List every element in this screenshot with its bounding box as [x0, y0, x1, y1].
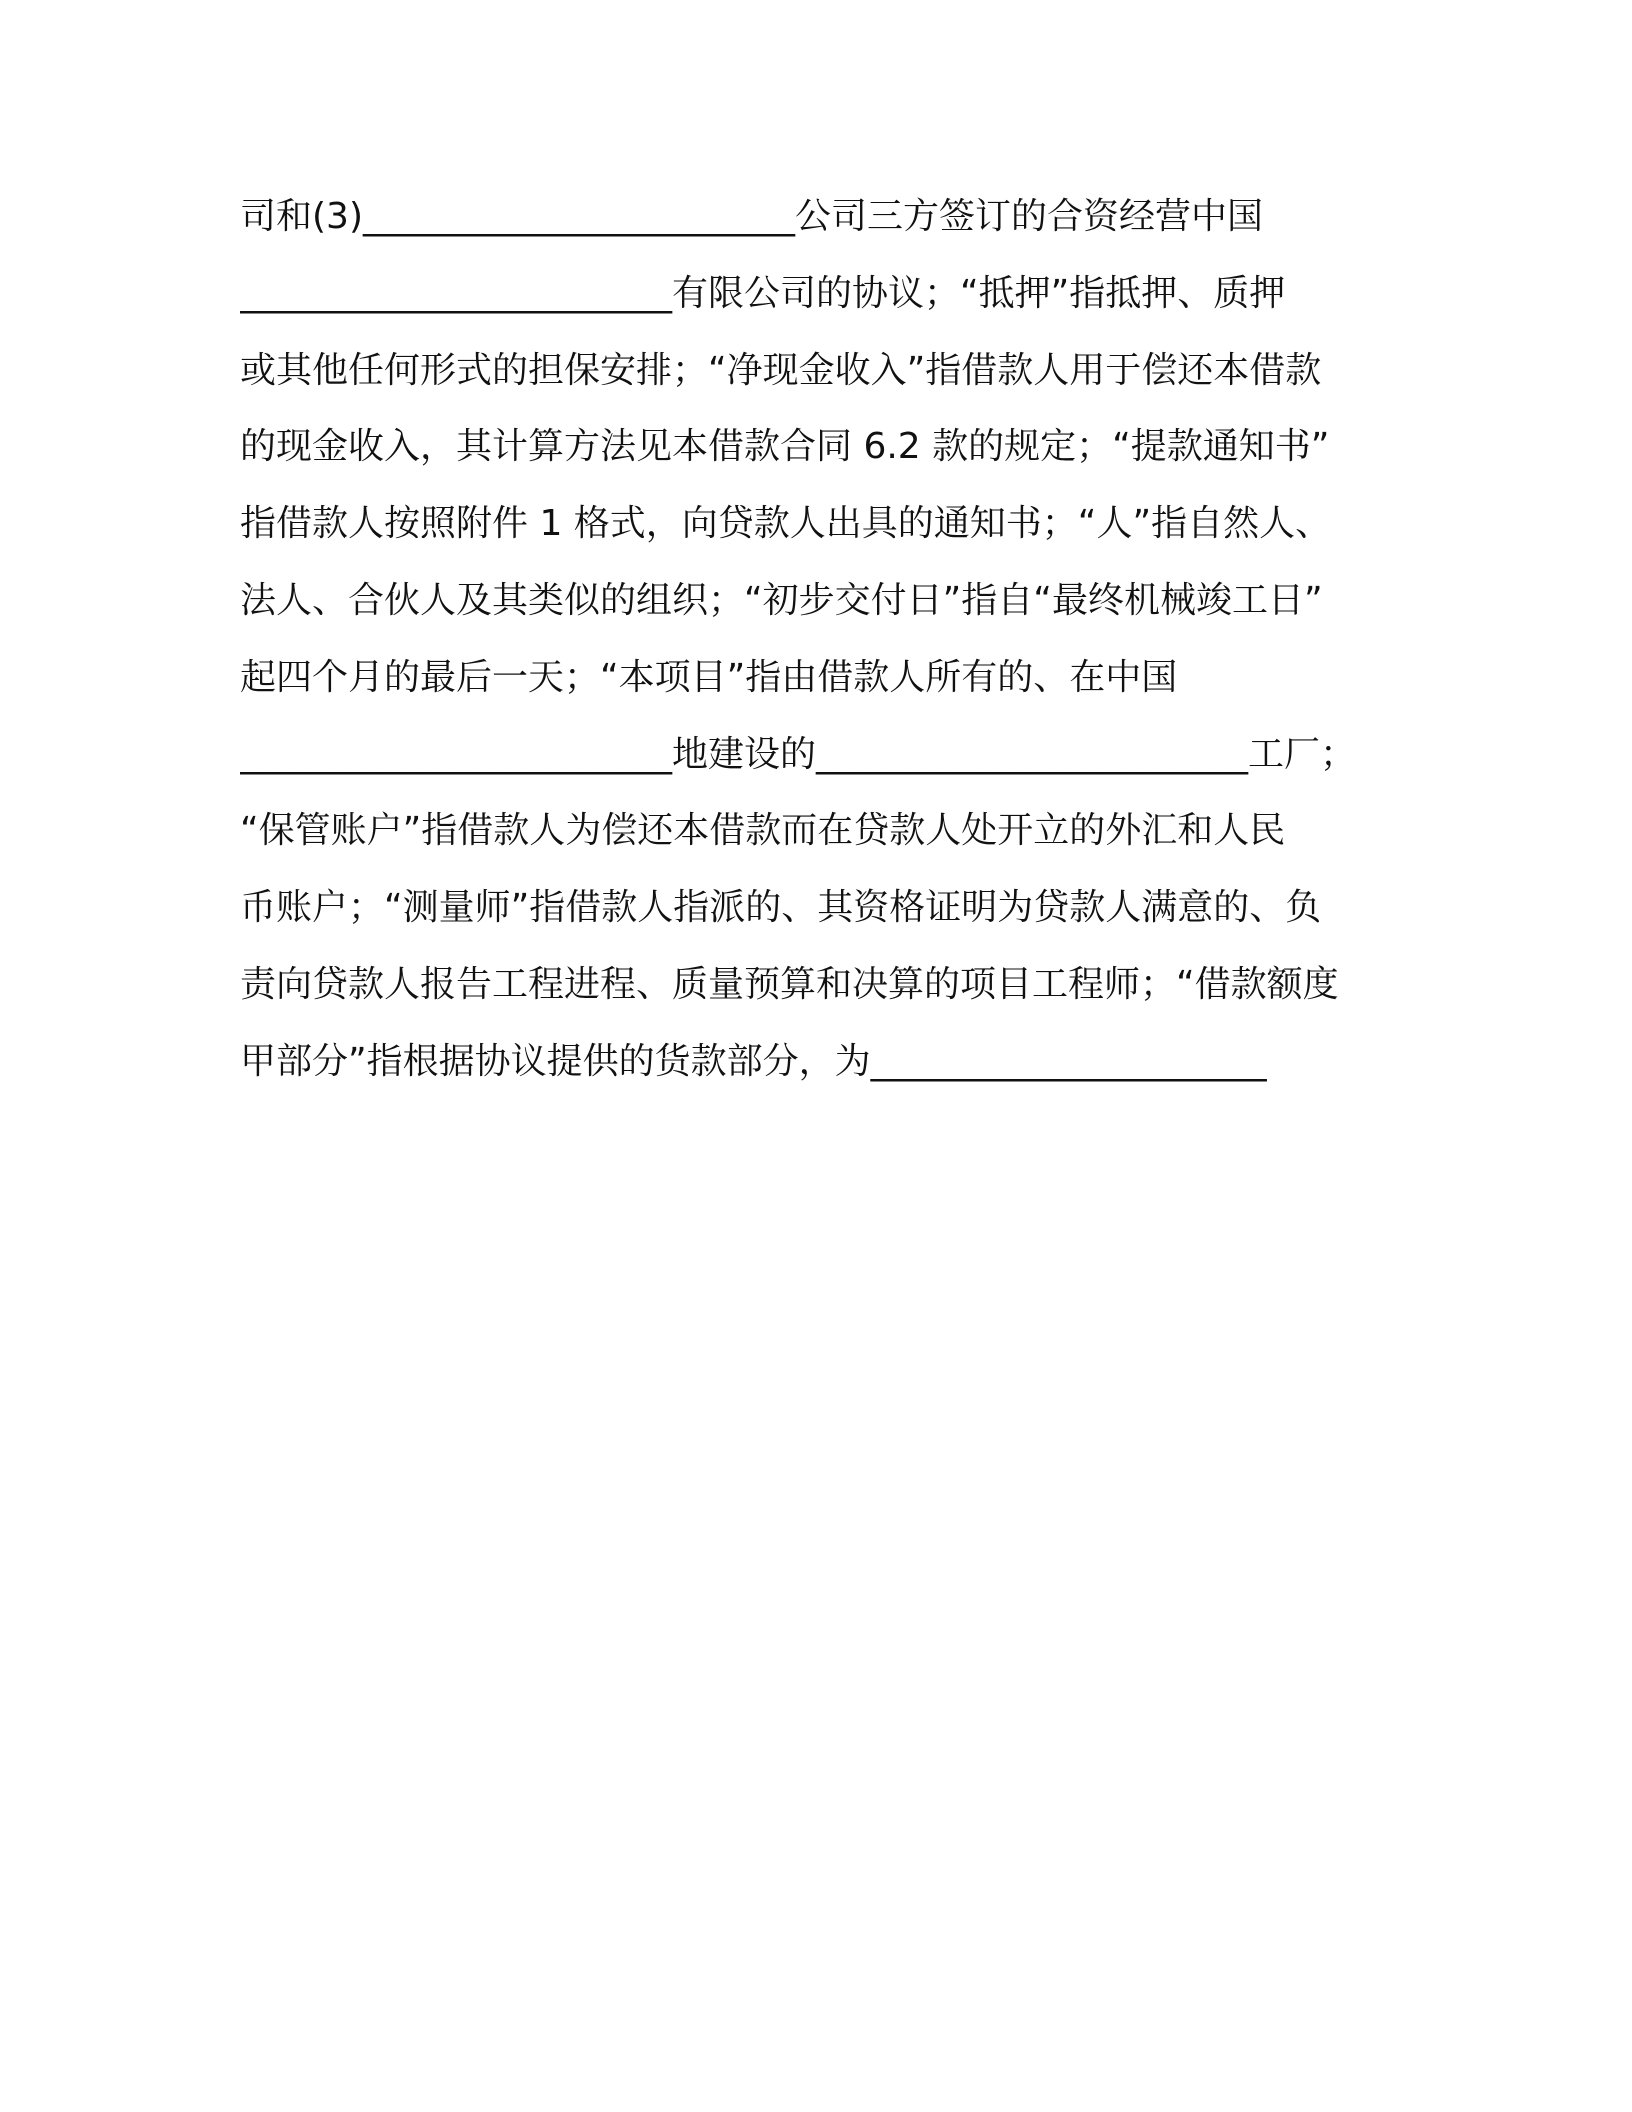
body-text-line: 责向贷款人报告工程进程、质量预算和决算的项目工程师；“借款额度 — [240, 963, 1339, 1005]
document-body — [240, 179, 1440, 1101]
body-text-line: ________________________地建设的________________________工厂； — [240, 733, 1357, 775]
body-text-line: 起四个月的最后一天；“本项目”指由借款人所有的、在中国 — [240, 656, 1178, 698]
body-text-line: 或其他任何形式的担保安排；“净现金收入”指借款人用于偿还本借款 — [240, 349, 1322, 391]
body-text-line: “保管账户”指借款人为偿还本借款而在贷款人处开立的外汇和人民 — [240, 810, 1286, 852]
body-text-line: 指借款人按照附件 1 格式，向贷款人出具的通知书；“人”指自然人、 — [240, 503, 1332, 545]
body-text-line: 司和(3)________________________公司三方签订的合资经营中国 — [240, 196, 1263, 237]
body-text-line: 甲部分”指根据协议提供的货款部分，为______________________ — [240, 1040, 1267, 1082]
body-text-line: 的现金收入，其计算方法见本借款合同 6.2 款的规定；“提款通知书” — [240, 426, 1330, 468]
body-text-line: 币账户；“测量师”指借款人指派的、其资格证明为贷款人满意的、负 — [240, 887, 1322, 929]
body-text-line: 法人、合伙人及其类似的组织；“初步交付日”指自“最终机械竣工日” — [240, 579, 1323, 621]
body-text-line: ________________________有限公司的协议；“抵押”指抵押、质押 — [240, 272, 1286, 314]
